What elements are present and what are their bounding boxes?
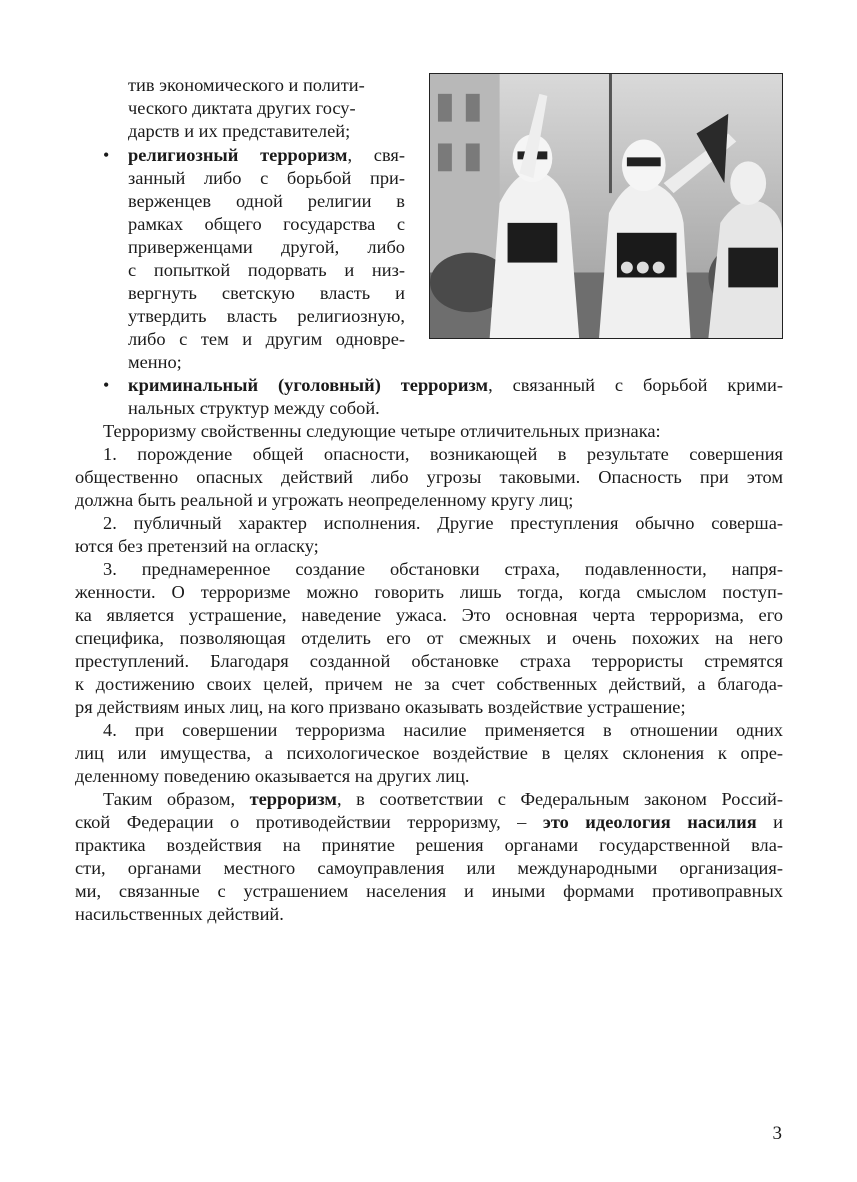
text-line: практика воздействия на принятие решения органами государственной вла- <box>75 835 783 855</box>
text-line: верженцев одной религии в <box>128 191 405 211</box>
text-line: ются без претензий на огласку; <box>75 536 319 556</box>
text-line <box>103 788 783 811</box>
text-span: , свя- <box>347 145 405 165</box>
text-line: либо с тем и другим одновре- <box>128 329 405 349</box>
text-line: должна быть реальной и угрожать неопределенному кругу лиц; <box>75 490 574 510</box>
text-line: Терроризму свойственны следующие четыре отличительных признака: <box>103 421 661 441</box>
text-line: женности. О терроризме можно говорить лишь тогда, когда смыслом поступ- <box>75 582 783 602</box>
text-line: 1. порождение общей опасности, возникающей в результате совершения <box>103 444 783 464</box>
text-line: утвердить власть религиозную, <box>128 306 405 326</box>
term-religious-terrorism: религиозный терроризм <box>128 145 348 165</box>
text-line: занный либо с борьбой при- <box>128 168 405 188</box>
bullet-icon: • <box>103 375 110 395</box>
text-line: нальных структур между собой. <box>128 398 380 418</box>
text-line: тив экономического и полити- <box>128 75 365 95</box>
text-line: ми, связанные с устрашением населения и иными формами противоправных <box>75 881 783 901</box>
text-span: , связанный с борьбой крими- <box>488 375 783 395</box>
text-line: специфика, позволяющая отделить его от смежных и очень похожих на него <box>75 628 783 648</box>
protest-photo <box>429 73 783 339</box>
text-line: преступлений. Благодаря созданной обстановке страха террористы стремятся <box>75 651 783 671</box>
text-span: и <box>756 812 783 832</box>
text-line: вергнуть светскую власть и <box>128 283 405 303</box>
text-line: сти, органами местного самоуправления или международными организация- <box>75 858 783 878</box>
text-line: насильственных действий. <box>75 904 284 924</box>
text-line <box>75 811 783 834</box>
text-line: 2. публичный характер исполнения. Другие преступления обычно соверша- <box>103 513 783 533</box>
text-span: , в соответствии с Федеральным законом Россий- <box>336 789 783 809</box>
text-line: деленному поведению оказывается на других лиц. <box>75 766 470 786</box>
text-line: ря действиям иных лиц, на кого призвано оказывать воздействие устрашение; <box>75 697 686 717</box>
text-line: ка является устрашение, наведение ужаса. Это основная черта терроризма, его <box>75 605 783 625</box>
page-number: 3 <box>772 1123 782 1144</box>
text-line: общественно опасных действий либо угрозы таковыми. Опасность при этом <box>75 467 783 487</box>
text-line <box>128 144 405 167</box>
text-line: рамках общего государства с <box>128 214 405 234</box>
text-line: 4. при совершении терроризма насилие применяется в отношении одних <box>103 720 783 740</box>
text-line: дарств и их представителей; <box>128 121 351 141</box>
protest-photo-illustration <box>430 74 782 338</box>
text-line: менно; <box>128 352 182 372</box>
text-span: ской Федерации о противодействии терроризму, – <box>75 812 543 832</box>
text-line: с попыткой подорвать и низ- <box>128 260 405 280</box>
term-criminal-terrorism: криминальный (уголовный) терроризм <box>128 375 489 395</box>
text-line: ческого диктата других госу- <box>128 98 356 118</box>
bullet-icon: • <box>103 145 110 165</box>
text-line: 3. преднамеренное создание обстановки страха, подавленности, напря- <box>103 559 783 579</box>
term-ideology-of-violence: это идеология насилия <box>542 812 757 832</box>
text-line <box>128 374 783 397</box>
term-terrorism: терроризм <box>249 789 337 809</box>
text-line: к достижению своих целей, причем не за счет собственных действий, а благода- <box>75 674 783 694</box>
text-line: приверженцами другой, либо <box>128 237 405 257</box>
text-line: лиц или имущества, а психологическое воздействие в целях склонения к опре- <box>75 743 783 763</box>
text-span: Таким образом, <box>103 789 250 809</box>
